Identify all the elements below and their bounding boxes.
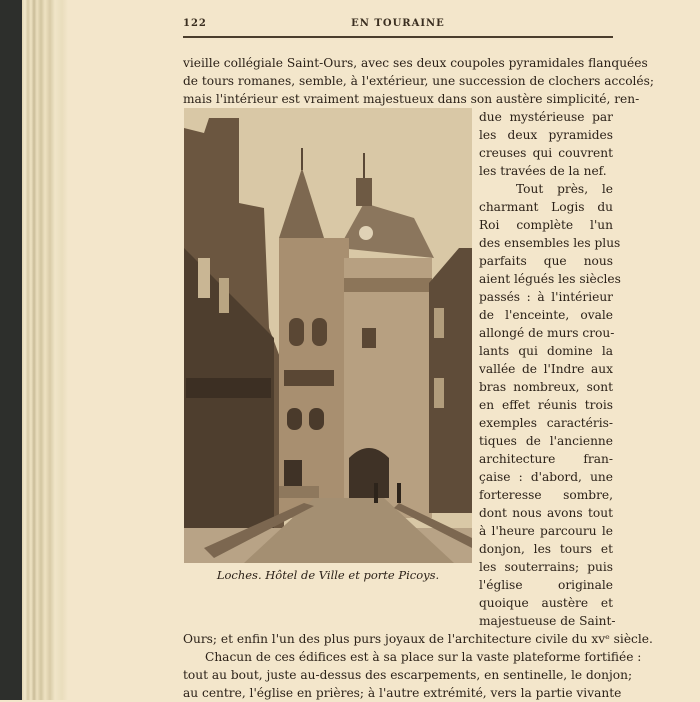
text-line: vallée de l'Indre aux [479, 362, 613, 376]
text-line: les travées de la nef. [479, 164, 607, 178]
text-line: tiques de l'ancienne [479, 434, 613, 448]
street-scene-illustration [184, 108, 472, 563]
text-line: Ours; et enfin l'un des plus purs joyaux de l'architecture civile du xvᵉ siècle. [183, 632, 653, 646]
text-line: parfaits que nous [479, 254, 613, 268]
text-line: quoique austère et [479, 596, 613, 610]
text-line: lants qui domine la [479, 344, 613, 358]
page-number: 122 [183, 18, 207, 29]
text-line: Chacun de ces édifices est à sa place sur la vaste plateforme fortifiée : [205, 650, 642, 664]
page-edges [22, 0, 68, 700]
header-rule [183, 36, 613, 38]
text-line: bras nombreux, sont [479, 380, 613, 394]
text-line: mais l'intérieur est vraiment majestueux dans son austère simplicité, ren- [183, 92, 640, 106]
text-line: passés : à l'intérieur [479, 290, 613, 304]
text-line: au centre, l'église en prières; à l'autre extrémité, vers la partie vivante [183, 686, 622, 700]
text-line: les deux pyramides [479, 128, 613, 142]
text-line: dont nous avons tout [479, 506, 613, 520]
text-line: des ensembles les plus [479, 236, 621, 250]
text-line: Tout près, le [516, 182, 613, 196]
text-line: exemples caractéris- [479, 416, 613, 430]
figure-photo [184, 108, 472, 563]
text-line: architecture fran- [479, 452, 613, 466]
figure-caption: Loches. Hôtel de Ville et porte Picoys. [216, 568, 440, 582]
text-line: allongé de murs crou- [479, 326, 615, 340]
text-line: forteresse sombre, [479, 488, 613, 502]
text-line: l'église originale [479, 578, 613, 592]
text-line: de l'enceinte, ovale [479, 308, 613, 322]
text-line: majestueuse de Saint- [479, 614, 616, 628]
running-head-title: EN TOURAINE [351, 18, 445, 29]
text-line: aient légués les siècles [479, 272, 621, 286]
text-line: vieille collégiale Saint-Ours, avec ses deux coupoles pyramidales flanquées [183, 56, 648, 70]
text-line: tout au bout, juste au-dessus des escarpements, en sentinelle, le donjon; [183, 668, 633, 682]
text-line: donjon, les tours et [479, 542, 613, 556]
text-line: due mystérieuse par [479, 110, 613, 124]
text-line: de tours romanes, semble, à l'extérieur, une succession de clochers accolés; [183, 74, 655, 88]
book-cover-edge [0, 0, 22, 700]
text-line: Roi complète l'un [479, 218, 613, 232]
text-line: creuses qui couvrent [479, 146, 613, 160]
text-line: çaise : d'abord, une [479, 470, 613, 484]
text-line: en effet réunis trois [479, 398, 613, 412]
text-line: charmant Logis du [479, 200, 613, 214]
text-line: à l'heure parcouru le [479, 524, 613, 538]
text-line: les souterrains; puis [479, 560, 613, 574]
running-header [183, 18, 613, 34]
